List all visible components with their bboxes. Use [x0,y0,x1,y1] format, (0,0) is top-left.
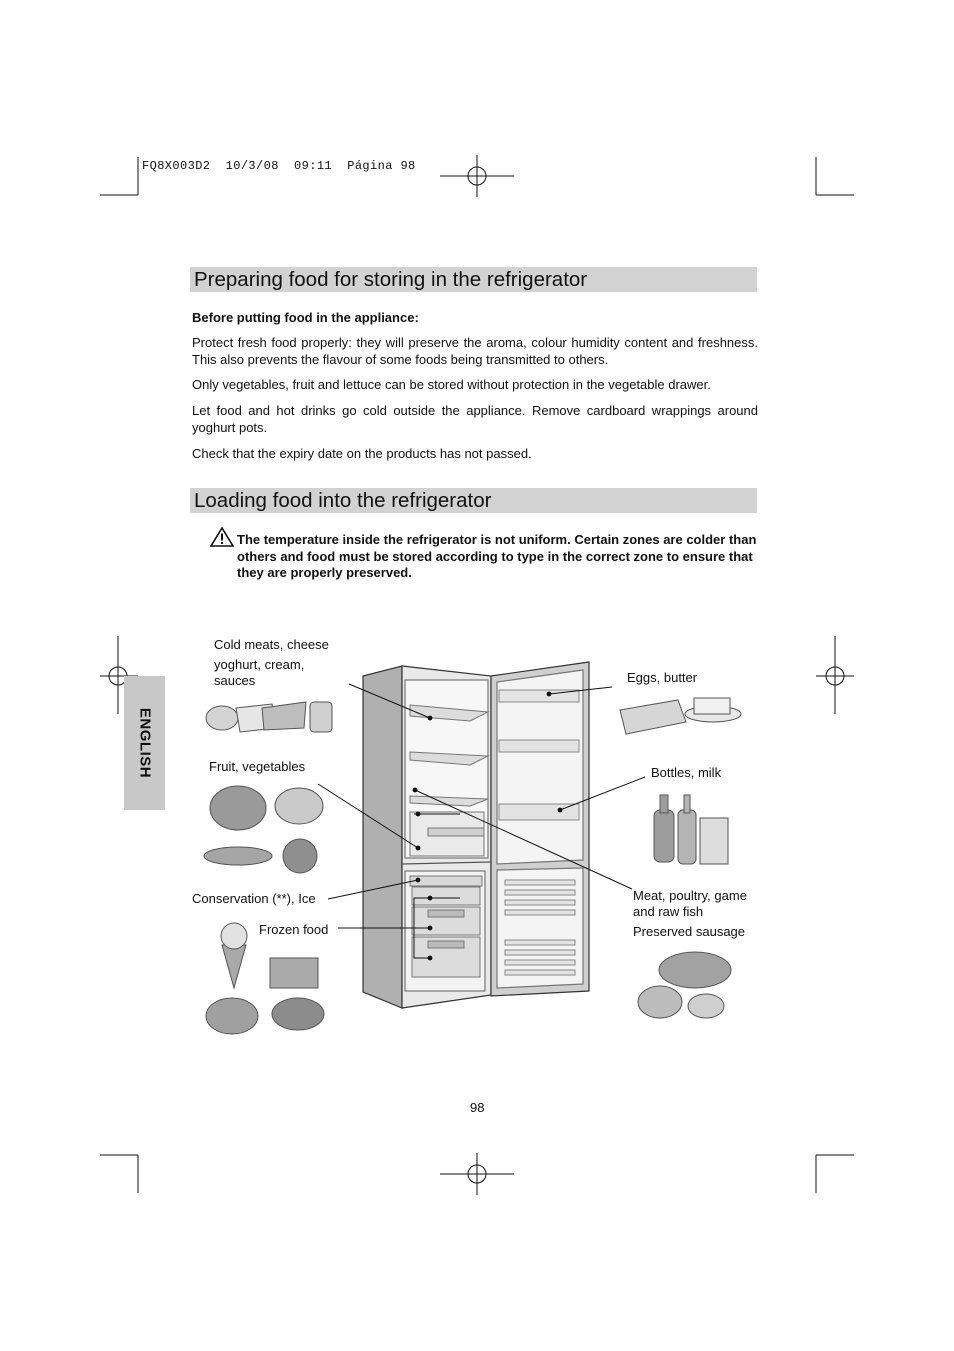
subheading: Before putting food in the appliance: [192,310,419,325]
label-cold-meats: Cold meats, cheese [214,637,329,652]
paragraph: Only vegetables, fruit and lettuce can be stored without protection in the vegetable drawer. [192,377,711,392]
warning-text: The temperature inside the refrigerator is not uniform. Certain zones are colder than others and food must be stored according to type in the correct zone to ensure that they are properly preserved. [237,532,757,580]
language-tab-label: ENGLISH [136,707,153,779]
paragraph: Let food and hot drinks go cold outside the appliance. Remove cardboard wrappings around yoghurt pots. [192,403,758,435]
label-cold-meats: sauces [214,673,256,688]
paragraph: Protect fresh food properly: they will preserve the aroma, colour humidity content and freshness. This also prevents the flavour of some foods being transmitted to others. [192,335,758,367]
label-cold-meats: yoghurt, cream, [214,657,305,672]
label-preserved-sausage: Preserved sausage [633,924,746,939]
label-conservation: Conservation (**), Ice [192,891,316,906]
fridge-door [491,662,589,996]
paragraph: Check that the expiry date on the products has not passed. [192,446,532,461]
label-frozen-food: Frozen food [259,922,329,937]
frozen-food-icon [206,923,324,1034]
eggs-butter-icon [620,698,741,734]
section-title: Loading food into the refrigerator [194,489,492,512]
label-meat-poultry: and raw fish [633,904,704,919]
bottles-milk-icon [654,795,728,864]
label-eggs-butter: Eggs, butter [627,670,698,685]
meat-fish-icon [638,952,731,1018]
page-number: 98 [470,1100,485,1115]
label-bottles-milk: Bottles, milk [651,765,722,780]
cheese-icon [206,702,332,732]
section-title: Preparing food for storing in the refrigerator [194,268,588,291]
label-meat-poultry: Meat, poultry, game [633,888,747,903]
vegetables-icon [204,786,323,873]
print-header: FQ8X003D2 10/3/08 09:11 Página 98 [142,159,416,173]
label-fruit-vegetables: Fruit, vegetables [209,759,306,774]
